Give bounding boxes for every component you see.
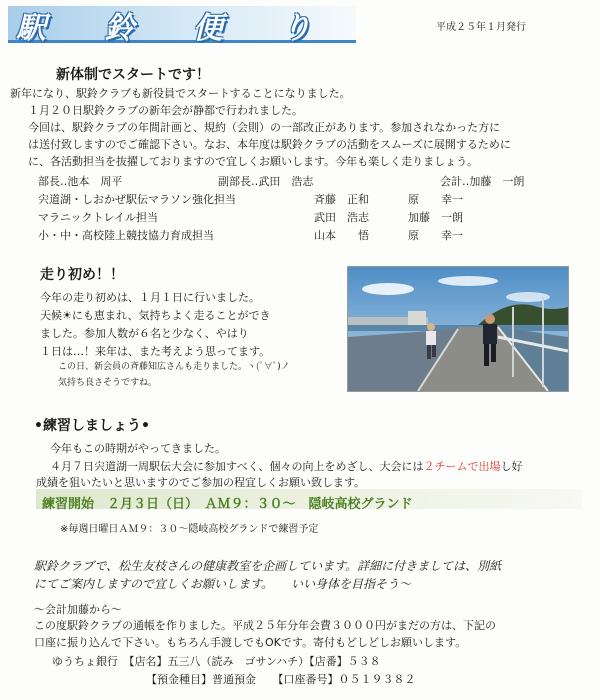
section1-line-1: 新年になり、駅鈴クラブも新役員でスタートすることになりました。 bbox=[10, 87, 351, 100]
newsletter-title: 駅 鈴 便 り bbox=[16, 11, 336, 46]
section3-line-3: 成績を狙いたいと思いますのでご参加の程宜しくお願い致します。 bbox=[36, 476, 366, 489]
section3-heading: •練習しましょう• bbox=[34, 418, 150, 434]
practice-start-info: 練習開始 ２月３日（日） ＡＭ９：３０〜 隠岐高校グランド bbox=[42, 497, 413, 512]
section3-line-2 bbox=[50, 461, 523, 472]
section3-line-1: 今年もこの時期がやってきました。 bbox=[50, 442, 226, 455]
officer-treasurer: 会計‥加藤 一朗 bbox=[440, 175, 525, 188]
health-class-line-2: にてご案内しますので宜しくお願いします。 いい身体を目指そう〜 bbox=[34, 577, 412, 591]
role-name: 小・中・高校陸上競技協力育成担当 bbox=[38, 229, 214, 242]
section2-line-3: ました。参加人数が６名と少なく、やはり bbox=[40, 327, 249, 340]
issue-date: 平成２５年１月発行 bbox=[436, 22, 526, 33]
section2-note-1: この日、新会員の斉藤知広さんも走りました。ヽ(ﾟ∀ﾟ)ノ bbox=[58, 362, 290, 372]
treasurer-note-title: 〜会計加藤から〜 bbox=[34, 603, 122, 616]
health-class-line-1: 駅鈴クラブで、松生友枝さんの健康教室を企画しています。詳細に付きましては、別紙 bbox=[34, 559, 502, 573]
section2-heading: 走り初め！！ bbox=[40, 267, 124, 283]
role-person: 原 幸一 bbox=[408, 229, 463, 242]
section2-line-2: 天候☀にも恵まれ、気持ちよく走ることができ bbox=[40, 309, 271, 322]
bank-account-line-2: 【預金種目】普通預金 【口座番号】０５１９３８２ bbox=[146, 673, 416, 686]
officer-vice-president: 副部長‥武田 浩志 bbox=[218, 175, 314, 188]
running-photo bbox=[347, 266, 569, 392]
bank-account-line-1: ゆうちょ銀行 【店名】五三八（読み ゴサンハチ）【店番】５３８ bbox=[52, 655, 381, 668]
section1-line-5: に、各活動担当を抜擢しておりますので宜しくお願いします。今年も楽しく走りましょう。 bbox=[28, 155, 479, 168]
section2-line-4: １日は…！来年は、また考えよう思ってます。 bbox=[40, 345, 271, 358]
section2-line-1: 今年の走り初めは、１月１日に行いました。 bbox=[40, 291, 260, 304]
role-person: 原 幸一 bbox=[408, 193, 463, 206]
section1-line-4: は送付致しますのでご確認下さい。なお、本年度は駅鈴クラブの活動をスムーズに展開するために bbox=[28, 138, 511, 151]
officer-president: 部長‥池本 周平 bbox=[38, 175, 123, 188]
treasurer-line-2: 口座に振り込んで下さい。もちろん手渡しでもOKです。寄付もどしどしお願いします。 bbox=[34, 636, 467, 649]
role-person: 武田 浩志 bbox=[314, 211, 369, 224]
section2-note-2: 気持ち良さそうですね。 bbox=[58, 378, 158, 388]
section3-line-2-tail: し好 bbox=[500, 460, 523, 473]
section1-heading: 新体制でスタートです！ bbox=[56, 67, 210, 83]
role-name: マラニックトレイル担当 bbox=[38, 211, 159, 224]
weekly-practice-note: ※毎週日曜日ＡＭ９：３０〜隠岐高校グランドで練習予定 bbox=[60, 524, 319, 535]
section1-line-3: 今回は、駅鈴クラブの年間計画と、規約（会則）の一部改正があります。参加されなかった方に bbox=[28, 121, 501, 134]
role-name: 宍道湖・しおかぜ駅伝マラソン強化担当 bbox=[38, 193, 236, 206]
role-person: 山本 悟 bbox=[314, 229, 369, 242]
section1-line-2: １月２０日駅鈴クラブの新年会が静都で行われました。 bbox=[28, 104, 303, 117]
role-person: 加藤 一朗 bbox=[408, 211, 463, 224]
treasurer-line-1: この度駅鈴クラブの通帳を作りました。平成２５年分年会費３０００円がまだの方は、下記の bbox=[34, 619, 496, 632]
section3-line-2-text: ４月７日宍道湖一周駅伝大会に参加すべく、個々の向上をめざし、大会には bbox=[50, 460, 424, 473]
section3-two-teams-highlight: ２チームで出場 bbox=[423, 460, 501, 473]
running-photo-illustration bbox=[348, 267, 568, 391]
role-person: 斉藤 正和 bbox=[314, 193, 369, 206]
